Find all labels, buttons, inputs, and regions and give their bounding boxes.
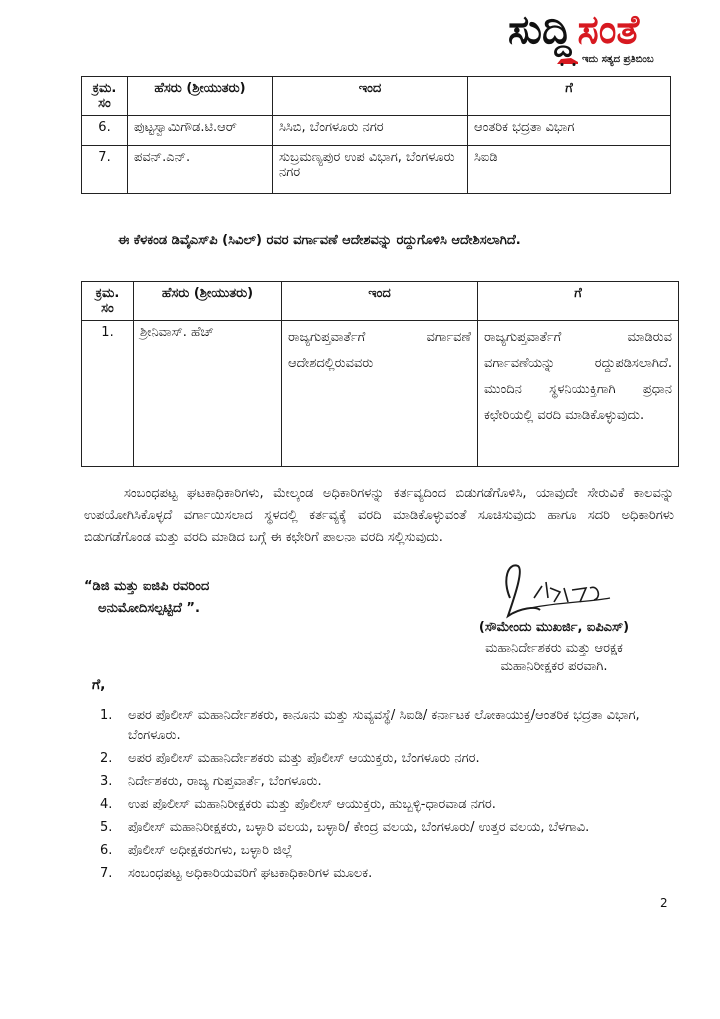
logo-wordmark — [508, 8, 639, 52]
cell-to: ಆಂತರಿಕ ಭದ್ರತಾ ವಿಭಾಗ — [468, 116, 671, 146]
list-number: 6. — [100, 843, 113, 858]
header-serial: ಕ್ರಮ. ಸಂ — [82, 282, 134, 321]
cell-from: ಸಿಸಿಬಿ, ಬೆಂಗಳೂರು ನಗರ — [273, 116, 468, 146]
list-item — [100, 864, 680, 884]
logo — [508, 8, 714, 70]
list-text: ಉಪ ಪೊಲೀಸ್ ಮಹಾನಿರೀಕ್ಷಕರು ಮತ್ತು ಪೊಲೀಸ್ ಆಯುಕ್ತರು, ಹುಬ್ಬಳ್ಳಿ-ಧಾರವಾಡ ನಗರ. — [128, 797, 496, 812]
list-number: 1. — [100, 708, 113, 723]
list-text: ಅಪರ ಪೊಲೀಸ್ ಮಹಾನಿರ್ದೇಶಕರು ಮತ್ತು ಪೊಲೀಸ್ ಆಯುಕ್ತರು, ಬೆಂಗಳೂರು ನಗರ. — [128, 751, 480, 766]
logo-word-2: ಸಂತೆ — [577, 7, 640, 53]
list-number: 5. — [100, 820, 113, 835]
logo-word-1: ಸುದ್ದಿ — [508, 7, 572, 53]
cell-name: ಪುಟ್ಟಸ್ವಾಮಿಗೌಡ.ಟಿ.ಆರ್ — [128, 116, 273, 146]
list-number: 7. — [100, 866, 113, 881]
list-item — [100, 749, 680, 769]
transfer-table-2 — [81, 281, 679, 467]
instruction-paragraph: ಸಂಬಂಧಪಟ್ಟ ಘಟಕಾಧಿಕಾರಿಗಳು, ಮೇಲ್ಕಂಡ ಅಧಿಕಾರಿಗಳನ್ನು ಕರ್ತವ್ಯದಿಂದ ಬಿಡುಗಡೆಗೊಳಿಸಿ, ಯಾವುದೇ ಸೇರುವಿಕೆ ಕಾಲವನ್ನು ಉಪಯೋಗಿಸಿಕೊಳ್ಳದೆ ವರ್ಗಾಯಿಸಲಾದ ಸ್ಥಳದಲ್ಲಿ ಕರ್ತವ್ಯಕ್ಕೆ ವರದಿ ಮಾಡಿಕೊಳ್ಳುವಂತೆ ಸೂಚಿಸುವುದು ಹಾಗೂ ಸದರಿ ಅಧಿಕಾರಿಗಳು ಬಿಡುಗಡೆಗೊಂಡ ಮತ್ತು ವರದಿ ಮಾಡಿದ ಬಗ್ಗೆ ಈ ಕಛೇರಿಗೆ ಪಾಲನಾ ವರದಿ ಸಲ್ಲಿಸುವುದು. — [84, 486, 674, 545]
logo-tagline: ಇದು ಸತ್ಯದ ಪ್ರತಿಬಿಂಬ — [582, 54, 654, 65]
page-number: 2 — [660, 896, 668, 910]
signature-image — [490, 558, 620, 628]
cell-to: ಸಿಐಡಿ — [468, 146, 671, 194]
header-from: ಇಂದ — [273, 77, 468, 116]
list-item — [100, 818, 680, 838]
table-header-row — [82, 77, 671, 116]
cell-from: ರಾಜ್ಯಗುಪ್ತವಾರ್ತೆಗೆ ವರ್ಗಾವಣೆ ಆದೇಶದಲ್ಲಿರುವವರು — [282, 321, 478, 467]
to-label: ಗೆ, — [92, 677, 106, 693]
list-text: ಅಪರ ಪೊಲೀಸ್ ಮಹಾನಿರ್ದೇಶಕರು, ಕಾನೂನು ಮತ್ತು ಸುವ್ಯವಸ್ಥೆ/ ಸಿಐಡಿ/ ಕರ್ನಾಟಕ ಲೋಕಾಯುಕ್ತ/ಆಂತರಿಕ ಭದ್ರತಾ ವಿಭಾಗ, ಬೆಂಗಳೂರು. — [128, 708, 640, 743]
header-serial: ಕ್ರಮ. ಸಂ — [82, 77, 128, 116]
table-row — [82, 321, 679, 467]
list-number: 4. — [100, 797, 113, 812]
signatory-designation-1: ಮಹಾನಿರ್ದೇಶಕರು ಮತ್ತು ಆರಕ್ಷಕ — [485, 641, 623, 656]
cell-name: ಶ್ರೀನಿವಾಸ್. ಹೆಚ್ — [134, 321, 282, 467]
cell-to: ರಾಜ್ಯಗುಪ್ತವಾರ್ತೆಗೆ ಮಾಡಿರುವ ವರ್ಗಾವಣೆಯನ್ನು ರದ್ದುಪಡಿಸಲಾಗಿದೆ. ಮುಂದಿನ ಸ್ಥಳನಿಯುಕ್ತಿಗಾಗಿ ಪ್ರಧಾನ ಕಛೇರಿಯಲ್ಲಿ ವರದಿ ಮಾಡಿಕೊಳ್ಳುವುದು. — [478, 321, 679, 467]
list-text: ಸಂಬಂಧಪಟ್ಟ ಅಧಿಕಾರಿಯವರಿಗೆ ಘಟಕಾಧಿಕಾರಿಗಳ ಮೂಲಕ. — [128, 866, 373, 881]
table-row — [82, 146, 671, 194]
list-text: ನಿರ್ದೇಶಕರು, ರಾಜ್ಯ ಗುಪ್ತವಾರ್ತೆ, ಬೆಂಗಳೂರು. — [128, 774, 322, 789]
table-row — [82, 116, 671, 146]
list-item — [100, 841, 680, 861]
list-text: ಪೊಲೀಸ್ ಅಧೀಕ್ಷಕರುಗಳು, ಬಳ್ಳಾರಿ ಜಿಲ್ಲೆ — [128, 843, 293, 858]
signatory-designation-2: ಮಹಾನಿರೀಕ್ಷಕರ ಪರವಾಗಿ. — [500, 659, 608, 674]
cell-serial: 6. — [82, 116, 128, 146]
cell-from: ಸುಬ್ರಮಣ್ಯಪುರ ಉಪ ವಿಭಾಗ, ಬೆಂಗಳೂರು ನಗರ — [273, 146, 468, 194]
header-name: ಹೆಸರು (ಶ್ರೀಯುತರು) — [134, 282, 282, 321]
list-item — [100, 772, 680, 792]
list-item — [100, 795, 680, 815]
approval-line-2: ಅನುಮೋದಿಸಲ್ಪಟ್ಟಿದೆ ”. — [98, 601, 200, 616]
transfer-table-1 — [81, 76, 671, 194]
header-from: ಇಂದ — [282, 282, 478, 321]
recipient-list — [100, 706, 680, 887]
order-sentence: ಈ ಕೆಳಕಂಡ ಡಿವೈಎಸ್‌ಪಿ (ಸಿವಿಲ್) ರವರ ವರ್ಗಾವಣೆ ಆದೇಶವನ್ನು ರದ್ದುಗೊಳಿಸಿ ಆದೇಶಿಸಲಾಗಿದೆ. — [118, 233, 521, 248]
header-to: ಗೆ — [478, 282, 679, 321]
header-to: ಗೆ — [468, 77, 671, 116]
list-number: 3. — [100, 774, 113, 789]
car-icon — [556, 56, 580, 66]
cell-serial: 7. — [82, 146, 128, 194]
signatory-name: (ಸೌಮೇಂದು ಮುಖರ್ಜಿ, ಐಪಿಎಸ್) — [478, 620, 630, 635]
table-header-row — [82, 282, 679, 321]
list-text: ಪೊಲೀಸ್ ಮಹಾನಿರೀಕ್ಷಕರು, ಬಳ್ಳಾರಿ ವಲಯ, ಬಳ್ಳಾರಿ/ ಕೇಂದ್ರ ವಲಯ, ಬೆಂಗಳೂರು/ ಉತ್ತರ ವಲಯ, ಬೆಳಗಾವಿ. — [128, 820, 590, 835]
cell-name: ಪವನ್.ಎನ್. — [128, 146, 273, 194]
cell-serial: 1. — [82, 321, 134, 467]
approval-note — [84, 576, 284, 620]
list-item — [100, 706, 680, 746]
list-number: 2. — [100, 751, 113, 766]
header-name: ಹೆಸರು (ಶ್ರೀಯುತರು) — [128, 77, 273, 116]
approval-line-1: “ಡಿಜಿ ಮತ್ತು ಐಜಿಪಿ ರವರಿಂದ — [84, 579, 210, 594]
